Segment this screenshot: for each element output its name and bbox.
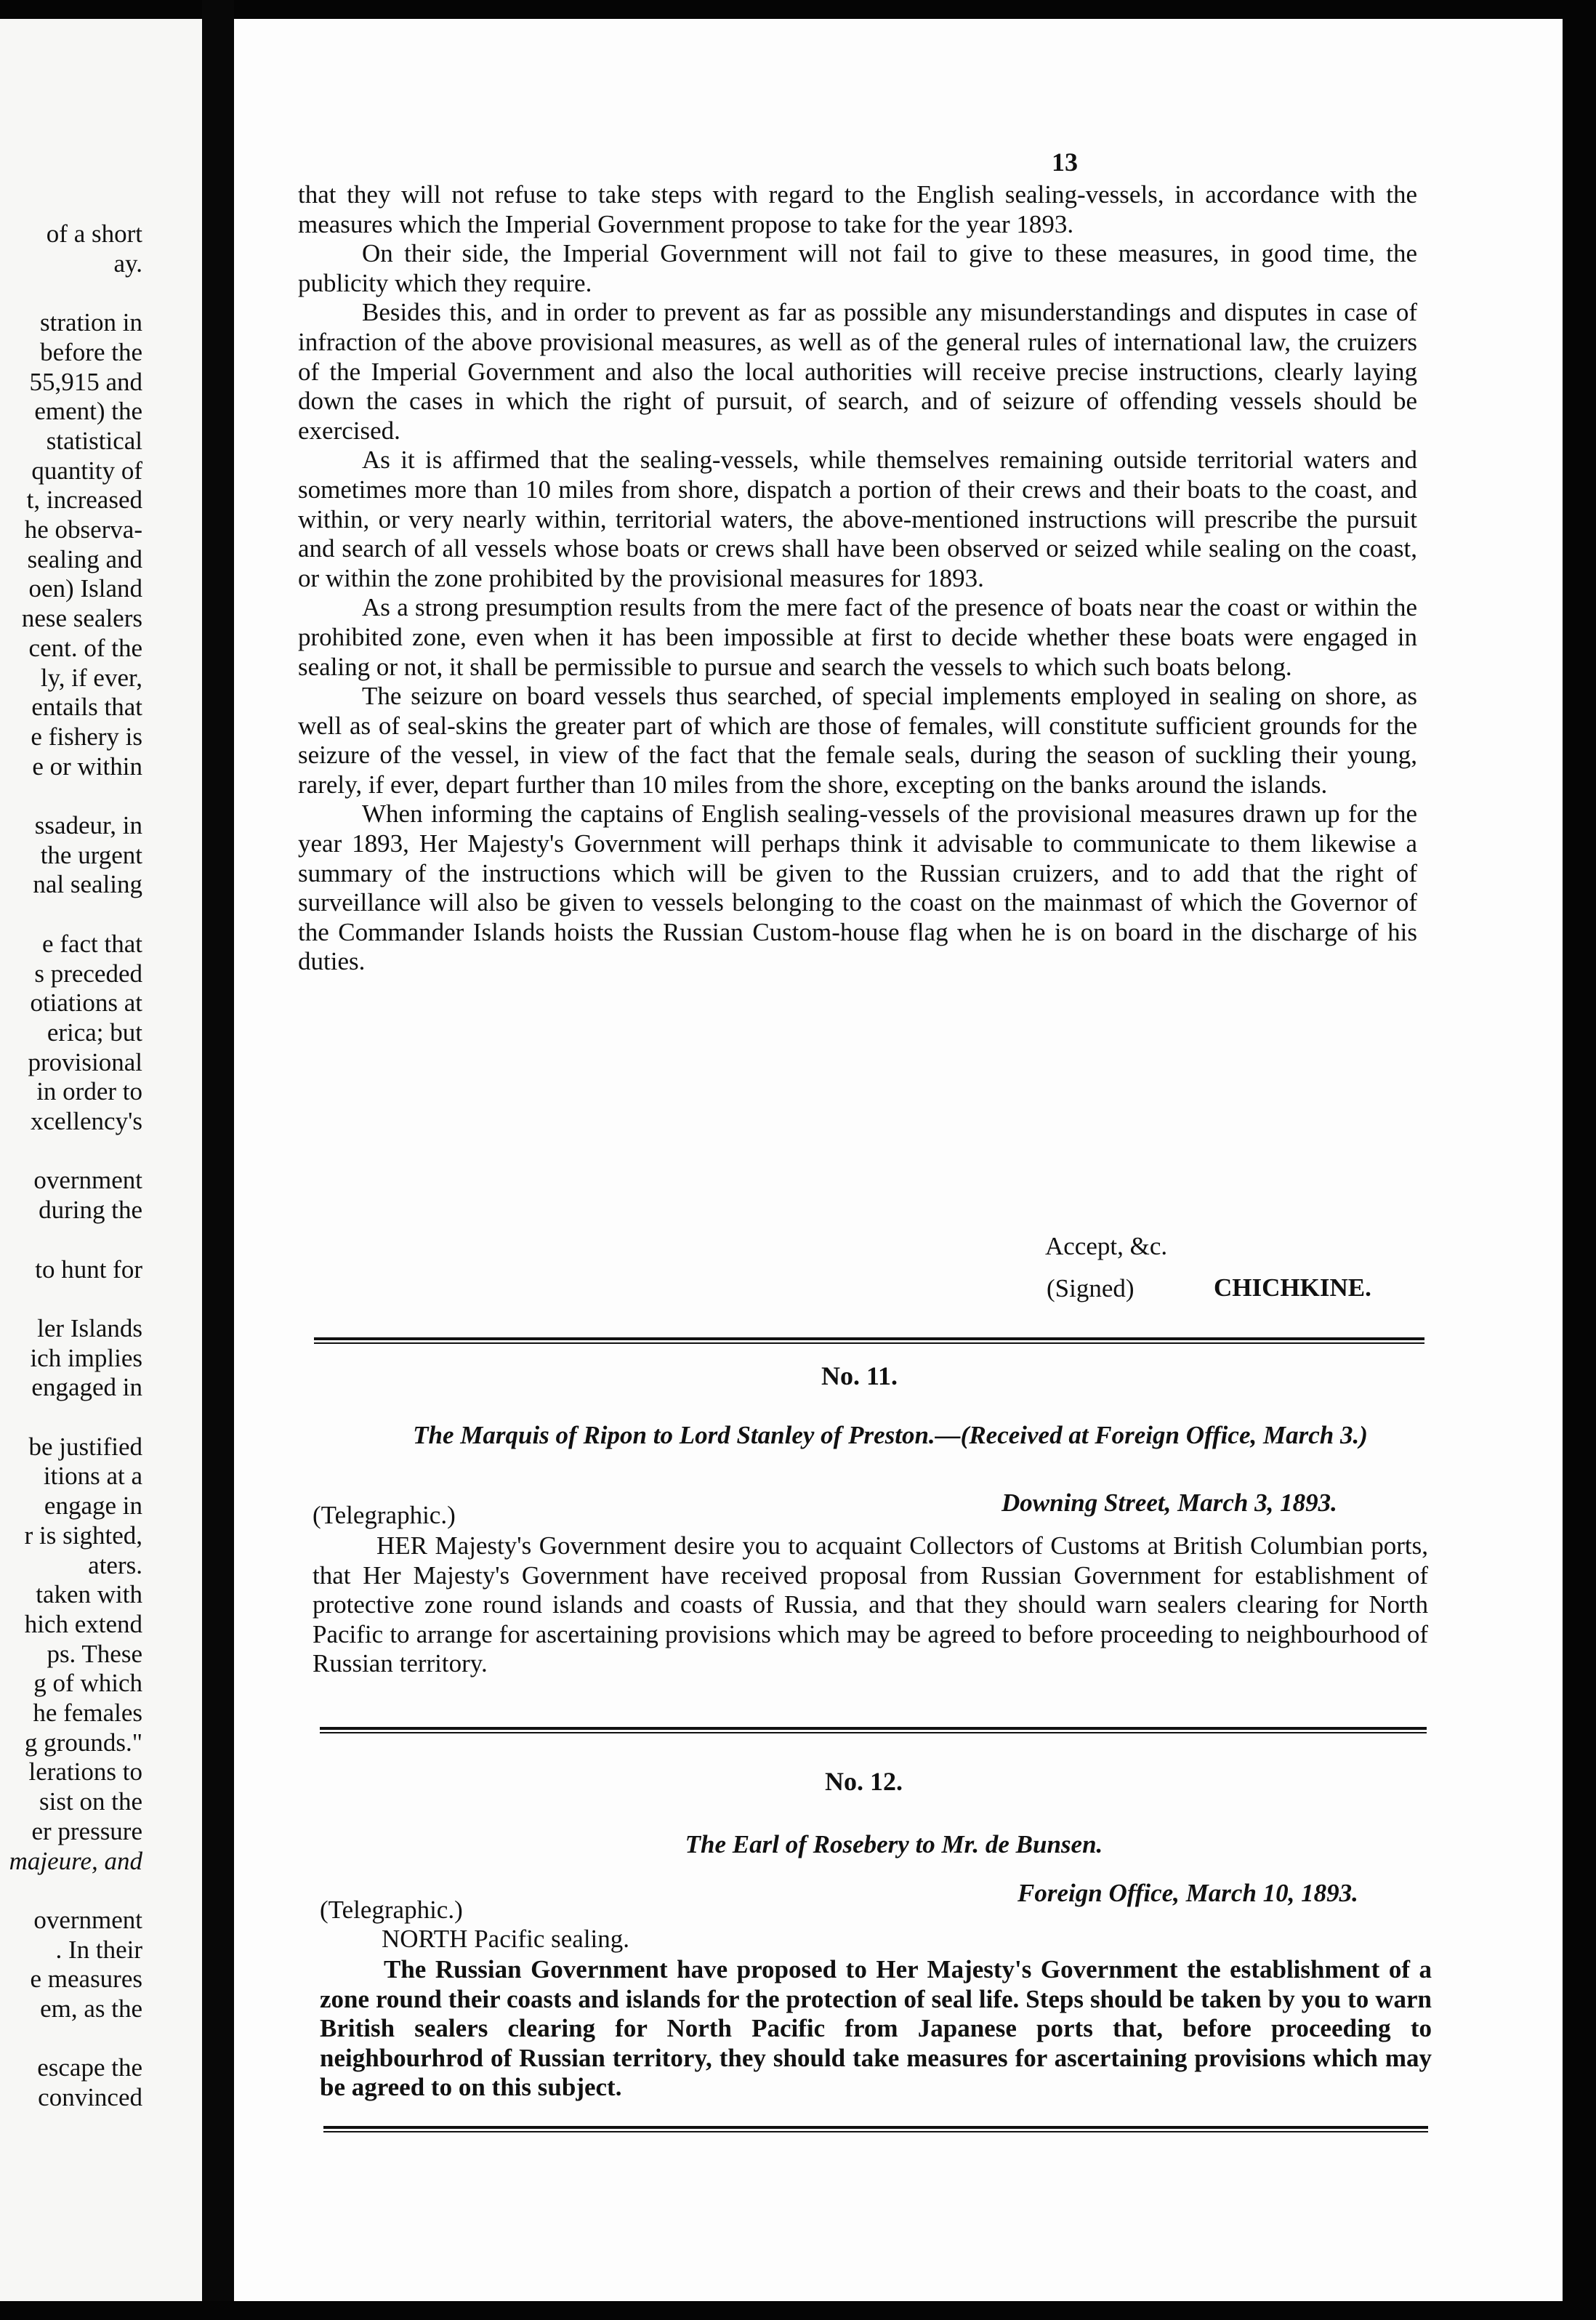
letter-closing: Accept, &c. <box>1045 1232 1168 1260</box>
page-number: 13 <box>1052 148 1078 177</box>
left-page-line: of a short <box>46 219 142 248</box>
telegram-body <box>313 1531 1428 1679</box>
left-page-line: ps. These <box>47 1639 142 1668</box>
left-page-line: nal sealing <box>33 870 142 899</box>
left-page-line: majeure, and <box>9 1846 142 1875</box>
left-page-line: hich extend <box>24 1609 142 1638</box>
document-number: No. 11. <box>821 1361 898 1390</box>
left-page-line: ement) the <box>34 397 142 426</box>
left-page-line: be justified <box>28 1432 142 1461</box>
left-page-line: engage in <box>44 1491 142 1521</box>
left-page-line: the urgent <box>40 840 142 869</box>
left-page-line: overnment <box>33 1166 142 1195</box>
telegraphic-label: (Telegraphic.) <box>320 1896 463 1924</box>
left-page-line: em, as the <box>40 1994 142 2023</box>
left-page-line: quantity of <box>31 456 142 485</box>
left-page-line: e fishery is <box>31 722 142 751</box>
left-page-line: itions at a <box>43 1462 142 1491</box>
signatory: CHICHKINE. <box>1214 1273 1371 1302</box>
telegram-body <box>320 1955 1432 2103</box>
left-page-line: ly, if ever, <box>40 663 142 692</box>
page-gutter <box>202 0 234 2320</box>
left-page-line: ich implies <box>30 1343 142 1372</box>
left-page-line: t, increased <box>26 486 142 515</box>
left-page-line: g grounds." <box>24 1728 142 1757</box>
left-page-line: e fact that <box>42 929 142 958</box>
letter-paragraph: When informing the captains of English sealing-vessels of the provisional measures drawn up for the year 1893, Her Majesty's Government will perhaps think it advisable to communicate to them likewise a summary of the instructions which will be given to the Russian cruizers, and to add that the right of surveillance will also be given to vessels belonging to the coast on the mainmast of which the Governor of the Commander Islands hoists the Russian Custom-house flag when he is on board in the discharge of his duties. <box>298 799 1417 976</box>
dateline-place: Downing Street, <box>1001 1489 1172 1517</box>
left-page-line: he females <box>33 1699 142 1727</box>
letter-paragraph: As it is affirmed that the sealing-vessels, while themselves remaining outside territorial waters and sometimes more than 10 miles from shore, dispatch a portion of their crews and their boats to the coast, and within, or very nearly within, territorial waters, the above-mentioned instructions will prescribe the pursuit and search of all vessels whose boats or crews shall have been observed or seized while sealing on the coast, or within the zone prohibited by the provisional measures for 1893. <box>298 446 1417 592</box>
left-page-line: sist on the <box>39 1787 142 1816</box>
dateline-place: Foreign Office, <box>1017 1879 1180 1907</box>
left-page-line: before the <box>40 337 142 366</box>
left-page-line: xcellency's <box>30 1107 142 1135</box>
letter-paragraph: As a strong presumption results from the mere fact of the presence of boats near the coast or within the prohibited zone, even when it has been impossible at first to decide whether these boats were engaged in sealing or not, it shall be permissible to pursue and search the vessels to which such boats belong. <box>298 593 1417 681</box>
telegraphic-label: (Telegraphic.) <box>313 1501 456 1529</box>
left-page-line: taken with <box>36 1580 142 1609</box>
left-page-line: provisional <box>28 1047 142 1076</box>
left-page-line: otiations at <box>30 988 142 1018</box>
scan-border-bottom <box>0 2301 1596 2320</box>
left-page-line: erica; but <box>47 1018 142 1047</box>
left-page-line: stration in <box>40 308 142 337</box>
section-divider <box>320 1727 1427 1733</box>
document-heading: The Earl of Rosebery to Mr. de Bunsen. <box>685 1830 1103 1858</box>
left-page-line: during the <box>39 1196 142 1225</box>
left-page-line: sealing and <box>27 544 142 573</box>
left-page-line: oen) Island <box>28 574 142 603</box>
telegram-paragraph: The Russian Government have proposed to Her Majesty's Government the establishment of a zone round their coasts and islands for the protection of seal life. Steps should be taken by you to warn British sealers clearing for North Pacific from Japanese ports that, before proceeding to neighbourhrod of Russian territory, they should take measures for ascertaining provisions which may be agreed to on this subject. <box>320 1955 1432 2101</box>
dateline-date: March 10, 1893. <box>1185 1879 1358 1907</box>
left-page-line: . In their <box>55 1935 142 1964</box>
left-page-line: entails that <box>31 693 142 722</box>
previous-page-fragment <box>0 19 202 2301</box>
scan-border-right <box>1563 0 1596 2320</box>
left-page-line: escape the <box>37 2053 142 2082</box>
left-page-line: engaged in <box>31 1373 142 1402</box>
left-page-line: e measures <box>30 1965 142 1994</box>
left-page-line: statistical <box>46 426 142 455</box>
left-page-line: lerations to <box>28 1757 142 1787</box>
section-divider <box>314 1337 1424 1344</box>
left-page-line: ssadeur, in <box>34 811 142 839</box>
left-page-line: nese sealers <box>21 604 142 633</box>
letter-paragraph: that they will not refuse to take steps with regard to the English sealing-vessels, in accordance with the measures which the Imperial Government propose to take for the year 1893. <box>298 180 1417 238</box>
left-page-line: aters. <box>88 1550 142 1579</box>
left-page-line: convinced <box>38 2083 142 2112</box>
dateline-date: March 3, 1893. <box>1177 1489 1337 1517</box>
left-page-line: to hunt for <box>35 1254 142 1284</box>
left-page-line: er pressure <box>31 1816 142 1845</box>
left-page-line: s preceded <box>34 959 142 988</box>
letter-paragraph: Besides this, and in order to prevent as far as possible any misunderstandings and disputes in case of infraction of the above provisional measures, as well as of the general rules of international law, the cruizers of the Imperial Government and also the local authorities will receive precise instructions, clearly laying down the cases in which the right of pursuit, of search, and of seizure of offending vessels should be exercised. <box>298 298 1417 445</box>
telegram-paragraph: HER Majesty's Government desire you to acquaint Collectors of Customs at British Columbian ports, that Her Majesty's Government have received proposal from Russian Government for establishment of protective zone round islands and coasts of Russia, and that they should warn sealers clearing for North Pacific to arrange for ascertaining provisions which may be agreed to before proceeding to neighbourhood of Russian territory. <box>313 1531 1428 1677</box>
left-page-line: ler Islands <box>37 1313 142 1342</box>
letter-paragraph: The seizure on board vessels thus searched, of special implements employed in sealing on shore, as well as of seal-skins the greater part of which are those of females, will constitute sufficient grounds for the seizure of the vessel, in view of the fact that the female seals, during the season of suckling their young, rarely, if ever, depart further than 10 miles from the shore, excepting on the banks around the islands. <box>298 682 1417 799</box>
left-page-line: 55,915 and <box>29 367 142 396</box>
left-page-line: e or within <box>32 752 142 781</box>
left-page-line: in order to <box>36 1077 142 1106</box>
left-page-line: ay. <box>113 249 142 278</box>
section-divider <box>323 2126 1428 2132</box>
letter-paragraph: On their side, the Imperial Government will not fail to give to these measures, in good time, the publicity which they require. <box>298 239 1417 297</box>
left-page-line: cent. of the <box>28 633 142 662</box>
scan-border-top <box>0 0 1596 19</box>
left-page-line: r is sighted, <box>24 1521 142 1550</box>
letter-body <box>298 180 1417 977</box>
signed-label: (Signed) <box>1047 1274 1134 1302</box>
document-heading: The Marquis of Ripon to Lord Stanley of Preston.—(Received at Foreign Office, March 3.) <box>413 1421 1368 1449</box>
document-number: No. 12. <box>825 1767 903 1796</box>
left-page-line: overnment <box>33 1905 142 1934</box>
left-page-line: he observa- <box>24 515 142 544</box>
left-page-line: g of which <box>33 1669 142 1698</box>
telegram-subject: NORTH Pacific sealing. <box>382 1925 630 1953</box>
